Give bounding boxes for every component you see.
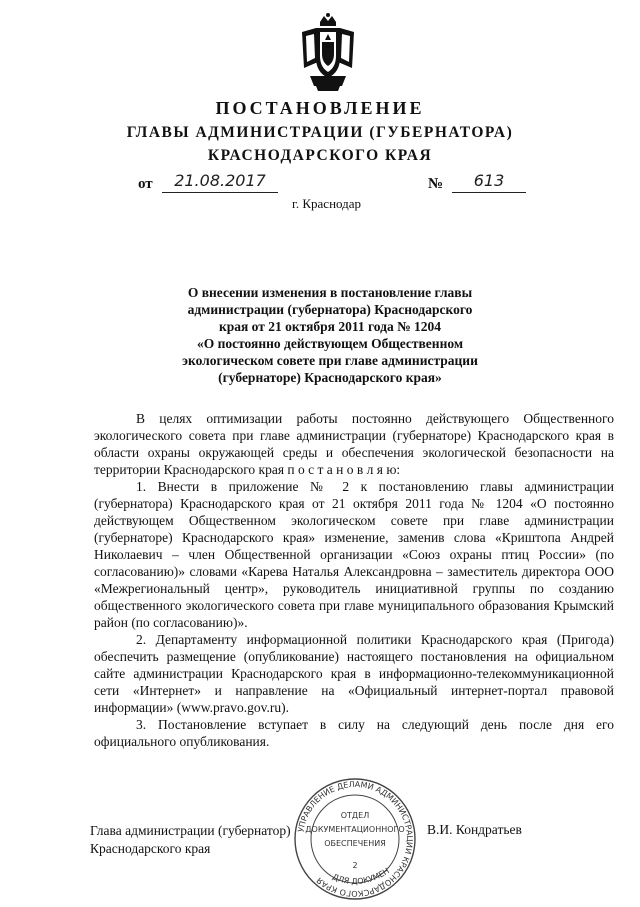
number-value: 613 [452,170,526,193]
signatory-position-line: Глава администрации (губернатор) [90,823,291,838]
issuer-title: ГЛАВЫ АДМИНИСТРАЦИИ (ГУБЕРНАТОРА) [126,124,514,141]
body-item-1: 1. Внести в приложение № 2 к постановлению главы администрации (губернатора) Краснодарского края от 21 октября 2011 года № 1204 «О постоянно действующем Общественном экологическом совете при главе администрации (губернаторе) Краснодарского края» изменение, заменив слова «Криштопа Андрей Николаевич – член Общественной организации «Союз охраны птиц России» (по согласованию)» словами «Карева Наталья Александровна – заместитель директора ООО «Межрегиональный центр», руководитель инициативной группы по созданию общественного экологического совета при главе муниципального образования Крымский район (по согласованию)». [94,479,614,630]
subject-line: «О постоянно действующем Общественном [196,336,464,351]
date-label: от [138,176,153,192]
number-label: № [428,176,444,192]
stamp-center-line: ОТДЕЛ [340,811,370,820]
subject-line: О внесении изменения в постановление главы [187,285,473,300]
body-item-3: 3. Постановление вступает в силу на следующий день после дня его официального опубликования. [94,717,614,749]
subject-line: края от 21 октября 2011 года № 1204 [218,319,442,334]
subject-line: администрации (губернатора) Краснодарского [187,302,473,317]
signatory-position [90,822,291,858]
signatory-position-line: Краснодарского края [90,841,211,856]
coat-of-arms-emblem [296,12,360,92]
document-type-title: ПОСТАНОВЛЕНИЕ [215,98,425,118]
subject-line: экологическом совете при главе администрации [182,353,478,368]
city-label: г. Краснодар [292,196,362,211]
body-intro-paragraph: В целях оптимизации работы постоянно действующего Общественного экологического совета при главе администрации (губернаторе) Краснодарского края в области охраны окружающей среды и обеспечения экологической безопасности на территории Краснодарского края п о с т а н о в л я ю: [94,411,614,477]
stamp-bottom-text: ДЛЯ ДОКУМЕН [331,866,391,887]
document-body [94,410,614,750]
stamp-ring-text: УПРАВЛЕНИЕ ДЕЛАМИ АДМИНИСТРАЦИИ КРАСНОДАРСКОГО КРАЯ [296,779,415,899]
document-subject [160,284,500,386]
subject-line: (губернаторе) Краснодарского края» [218,370,442,385]
date-value: 21.08.2017 [162,170,278,193]
signatory-name: В.И. Кондратьев [427,822,522,837]
stamp-center-line: ОБЕСПЕЧЕНИЯ [324,839,386,848]
body-item-2: 2. Департаменту информационной политики Краснодарского края (Пригода) обеспечить размещение (опубликование) настоящего постановления на официальном сайте администрации Краснодарского края в информационно-телекоммуникационной сети «Интернет» и направление на «Официальный интернет-портал правовой информации» (www.pravo.gov.ru). [94,632,614,715]
region-title: КРАСНОДАРСКОГО КРАЯ [207,147,433,164]
stamp-center-line: ДОКУМЕНТАЦИОННОГО [305,825,405,834]
stamp-number: 2 [352,861,358,870]
round-stamp [290,776,420,902]
